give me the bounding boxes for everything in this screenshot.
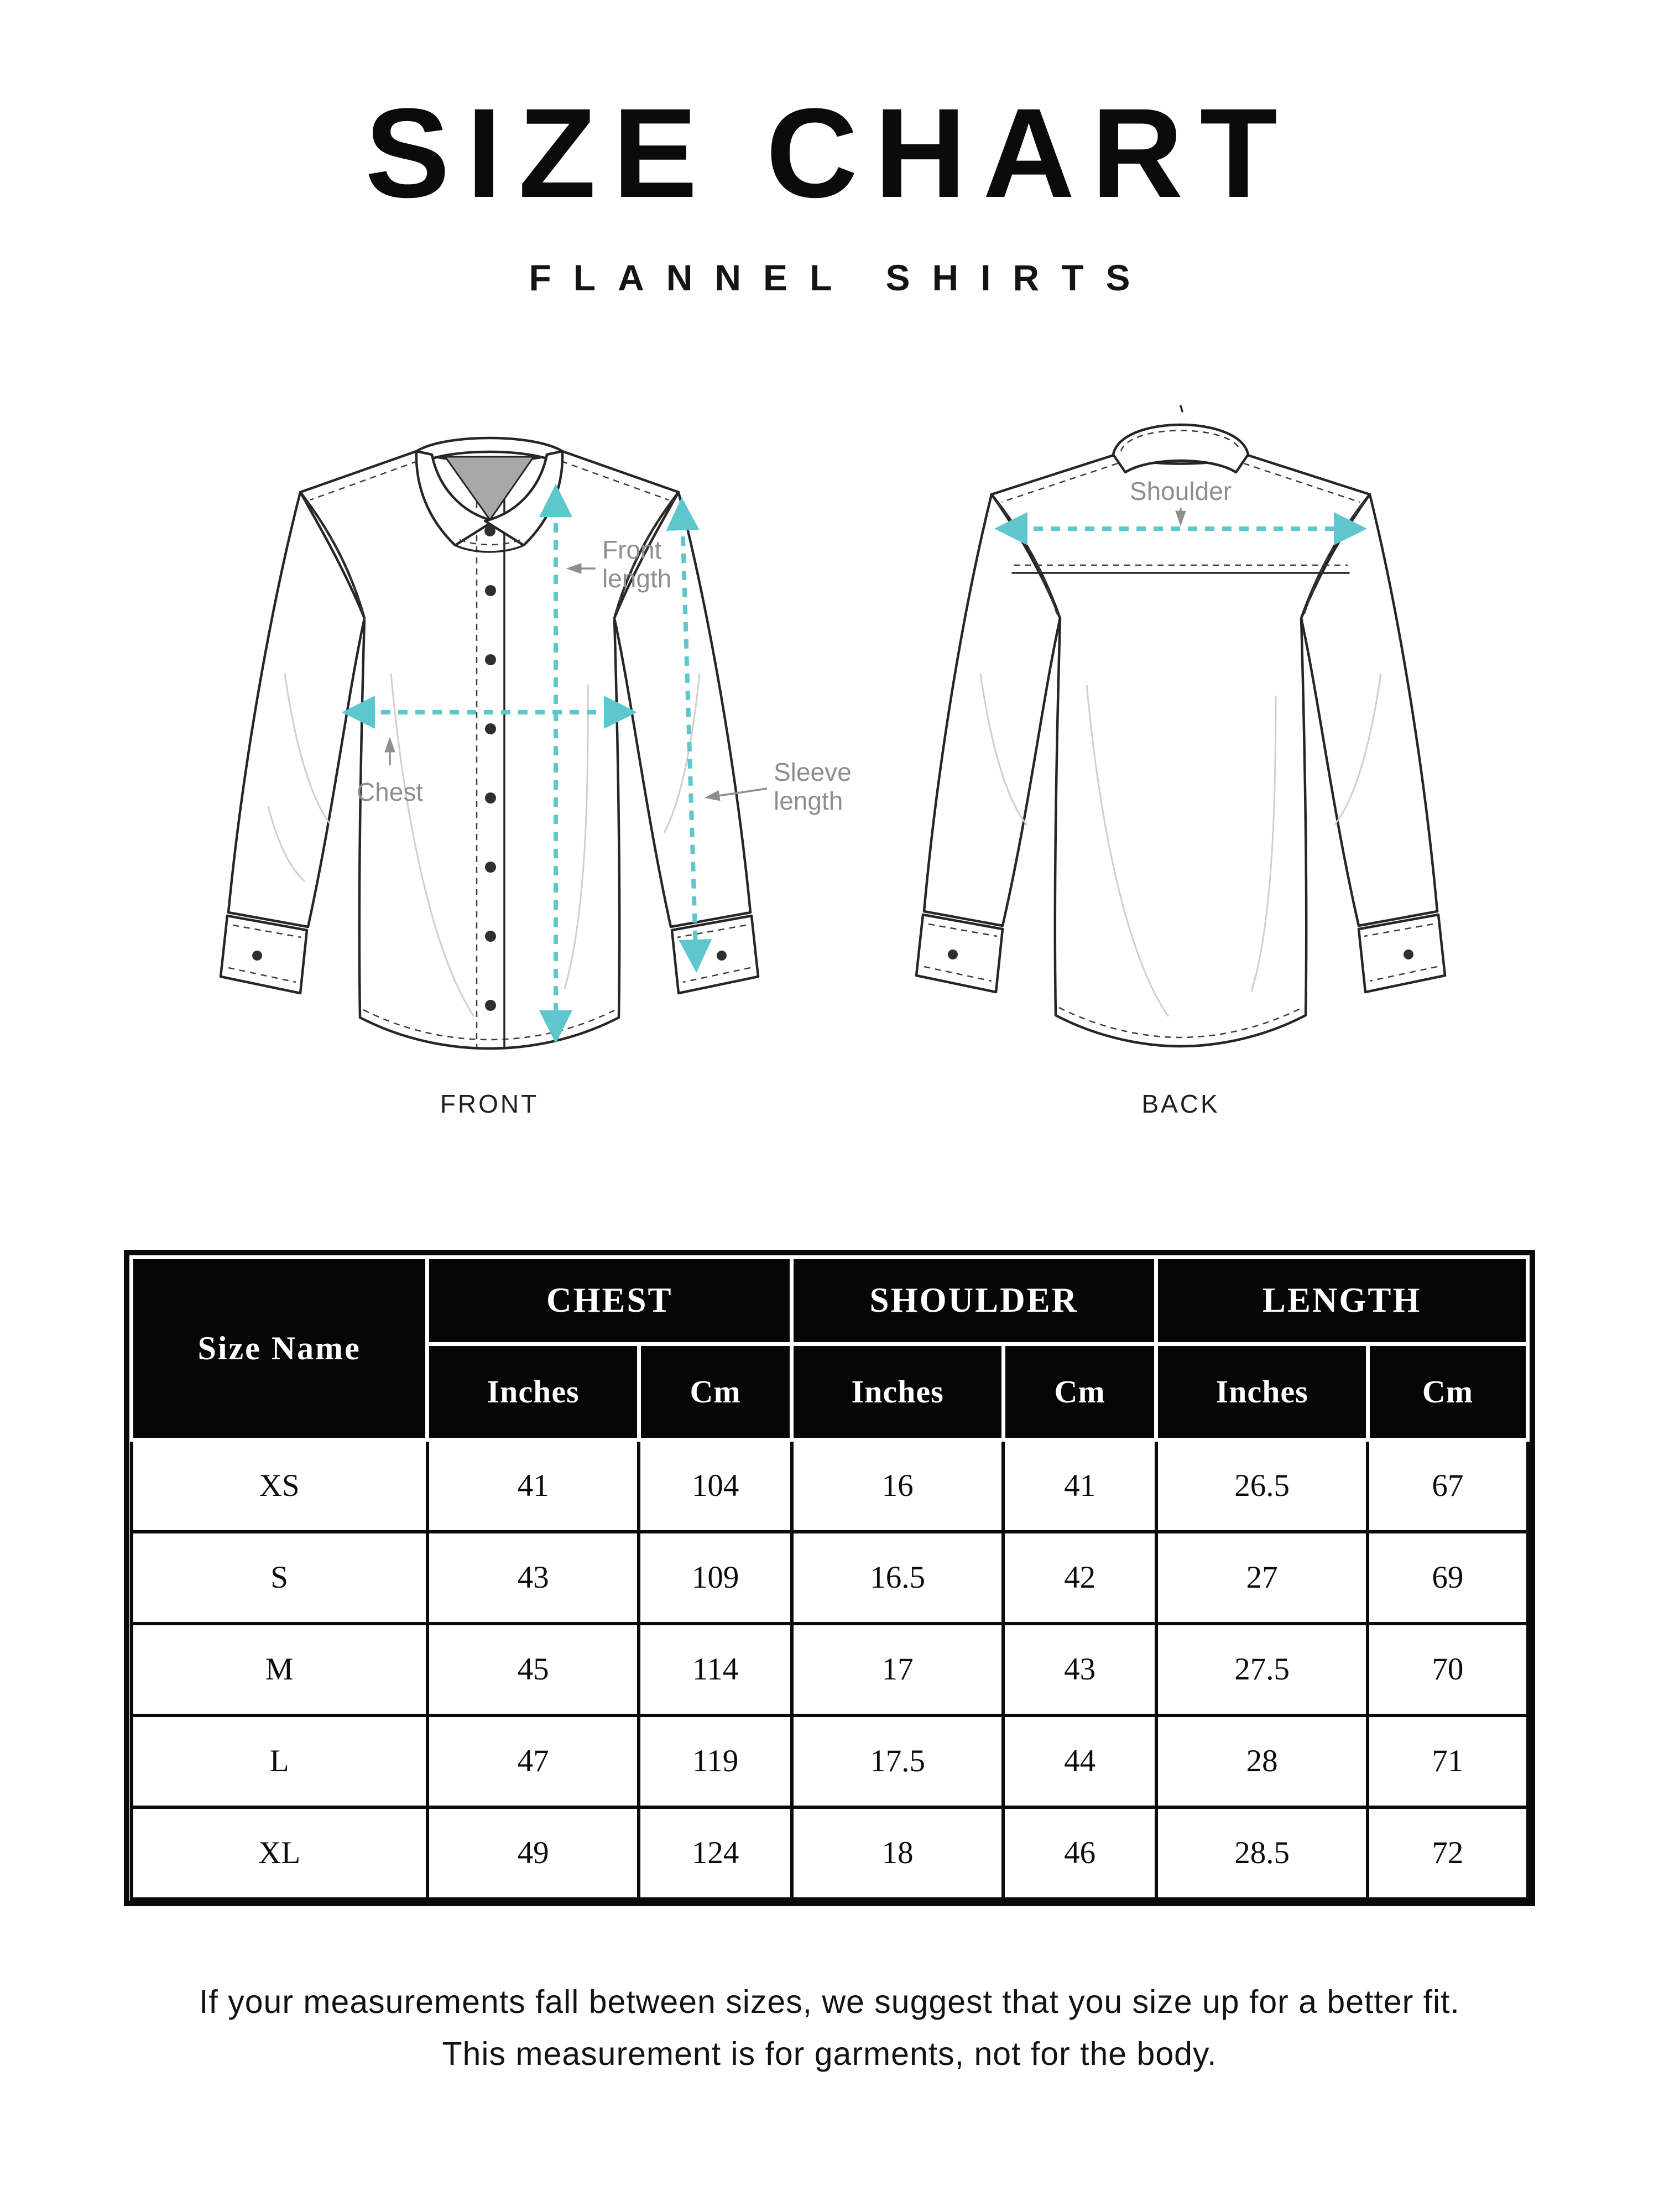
value-cell: 119 [639, 1715, 791, 1807]
value-cell: 47 [427, 1715, 639, 1807]
shirt-button [485, 931, 496, 942]
value-cell: 67 [1368, 1439, 1527, 1532]
shirt-diagrams [0, 386, 1659, 1121]
value-cell: 43 [427, 1532, 639, 1624]
value-cell: 44 [1003, 1715, 1156, 1807]
size-name-header: Size Name [132, 1257, 427, 1439]
footer-note [0, 1976, 1659, 2080]
page-title: SIZE CHART [365, 82, 1294, 224]
cuff-button [1404, 950, 1413, 959]
value-cell: 28.5 [1156, 1807, 1368, 1899]
size-cell: XL [132, 1807, 427, 1899]
value-cell: 49 [427, 1807, 639, 1899]
cuff-button [252, 951, 262, 961]
value-cell: 43 [1003, 1624, 1156, 1715]
value-cell: 18 [792, 1807, 1004, 1899]
value-cell: 17 [792, 1624, 1004, 1715]
shirt-back-diagram [904, 386, 1457, 1121]
size-cell: M [132, 1624, 427, 1715]
shirt-button [485, 1000, 496, 1011]
value-cell: 124 [639, 1807, 791, 1899]
front-caption: FRONT [440, 1089, 539, 1118]
size-table [129, 1255, 1530, 1901]
shirt-button [485, 792, 496, 804]
shoulder-cm-header: Cm [1003, 1344, 1156, 1439]
value-cell: 27.5 [1156, 1624, 1368, 1715]
footer-line-1: If your measurements fall between sizes, we suggest that you size up for a better fit. [199, 1983, 1460, 2020]
size-table-wrapper [124, 1250, 1535, 1906]
length-group-header: LENGTH [1156, 1257, 1528, 1344]
value-cell: 72 [1368, 1807, 1527, 1899]
sleeve-length-label-1: Sleeve [774, 757, 852, 786]
table-row-xs [132, 1439, 1528, 1532]
shoulder-group-header: SHOULDER [792, 1257, 1156, 1344]
value-cell: 109 [639, 1532, 791, 1624]
sleeve-length-label-2: length [774, 786, 843, 815]
value-cell: 28 [1156, 1715, 1368, 1807]
value-cell: 70 [1368, 1624, 1527, 1715]
table-row-m [132, 1624, 1528, 1715]
table-row-s [132, 1532, 1528, 1624]
value-cell: 41 [427, 1439, 639, 1532]
value-cell: 16 [792, 1439, 1004, 1532]
value-cell: 42 [1003, 1532, 1156, 1624]
value-cell: 104 [639, 1439, 791, 1532]
value-cell: 71 [1368, 1715, 1527, 1807]
shirt-button [485, 723, 496, 734]
value-cell: 45 [427, 1624, 639, 1715]
value-cell: 69 [1368, 1532, 1527, 1624]
back-body [992, 455, 1370, 1046]
chest-group-header: CHEST [427, 1257, 792, 1344]
value-cell: 27 [1156, 1532, 1368, 1624]
shirt-front-diagram [202, 386, 893, 1121]
value-cell: 26.5 [1156, 1439, 1368, 1532]
value-cell: 46 [1003, 1807, 1156, 1899]
size-cell: S [132, 1532, 427, 1624]
length-cm-header: Cm [1368, 1344, 1527, 1439]
footer-line-2: This measurement is for garments, not for the body. [442, 2035, 1217, 2072]
front-length-label-1: Front [602, 535, 662, 564]
shirt-button [485, 862, 496, 873]
size-cell: XS [132, 1439, 427, 1532]
table-row-l [132, 1715, 1528, 1807]
value-cell: 41 [1003, 1439, 1156, 1532]
size-cell: L [132, 1715, 427, 1807]
chest-cm-header: Cm [639, 1344, 791, 1439]
page-subtitle: FLANNEL SHIRTS [529, 257, 1152, 298]
length-inches-header: Inches [1156, 1344, 1368, 1439]
collar-button [484, 525, 495, 536]
shoulder-inches-header: Inches [792, 1344, 1004, 1439]
front-length-label-2: length [602, 564, 672, 593]
cuff-button [717, 951, 727, 961]
table-row-xl [132, 1807, 1528, 1899]
value-cell: 17.5 [792, 1715, 1004, 1807]
cuff-button [948, 950, 958, 959]
value-cell: 16.5 [792, 1532, 1004, 1624]
value-cell: 114 [639, 1624, 791, 1715]
shirt-button [485, 585, 496, 596]
shoulder-label: Shoulder [1129, 476, 1232, 505]
shirt-button [485, 654, 496, 665]
back-caption: BACK [1141, 1089, 1220, 1118]
chest-inches-header: Inches [427, 1344, 639, 1439]
chest-label: Chest [356, 777, 424, 806]
